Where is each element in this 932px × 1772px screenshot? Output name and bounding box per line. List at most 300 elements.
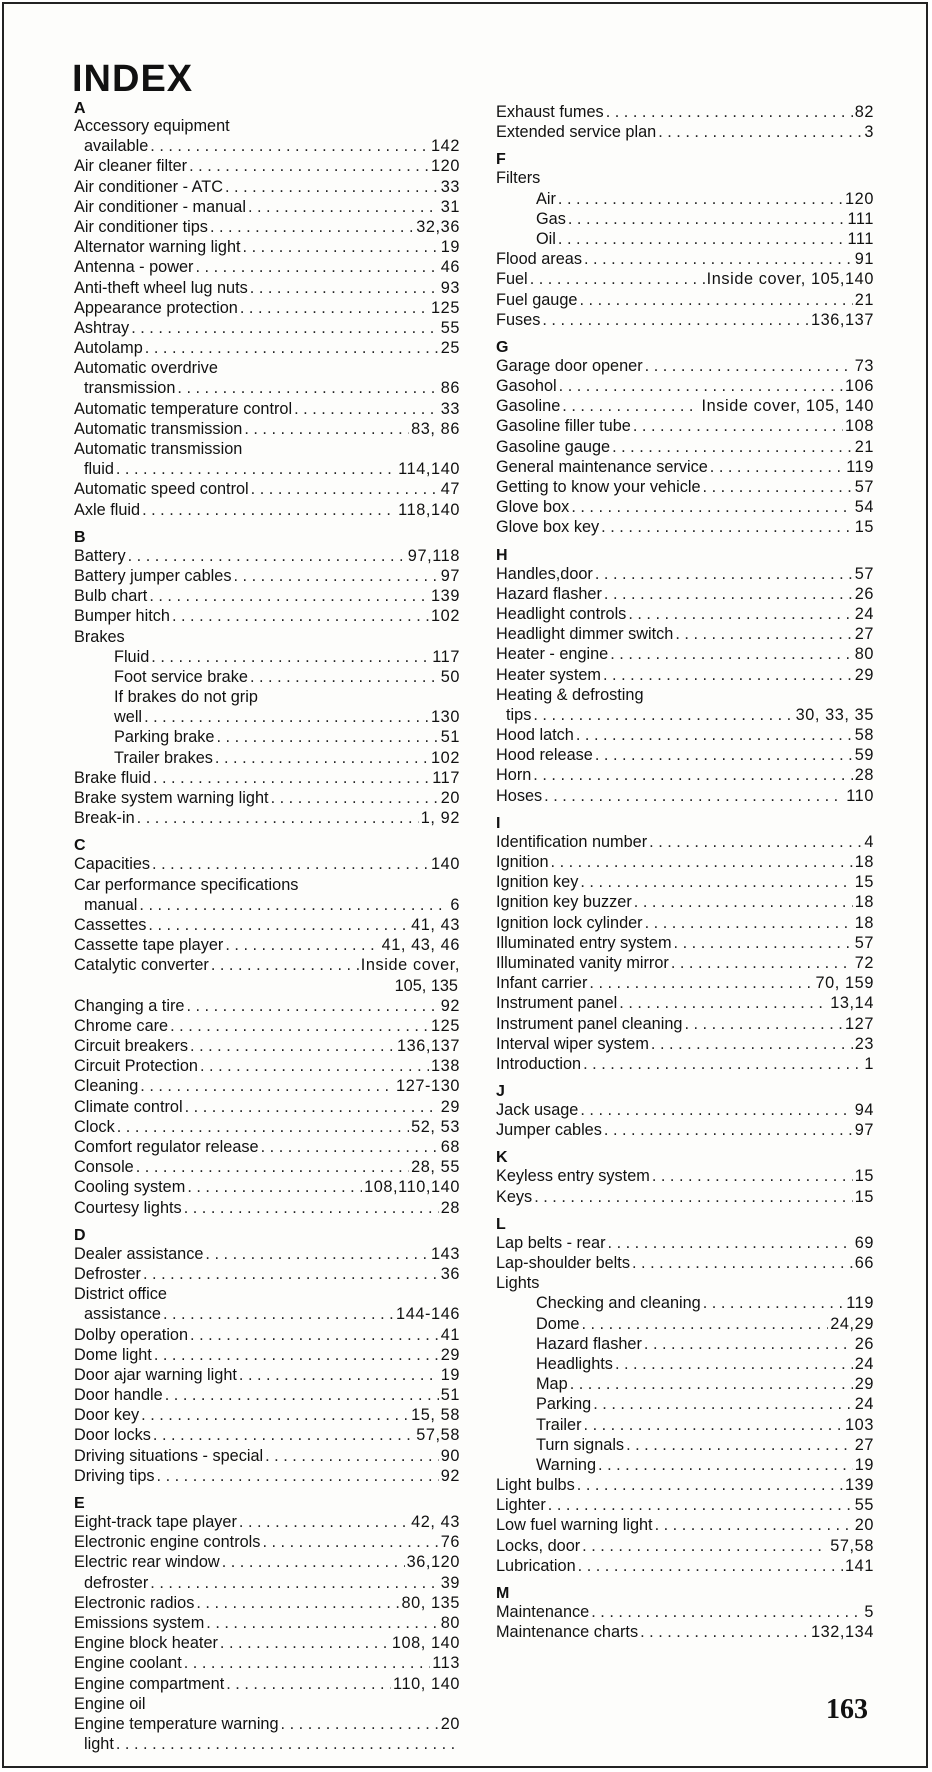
index-entry — [74, 1325, 460, 1345]
index-entry — [496, 872, 874, 892]
index-page-ref: 94 — [854, 1101, 874, 1120]
index-term: Flood areas — [496, 250, 582, 269]
index-term: Cooling system — [74, 1178, 186, 1197]
index-entry — [74, 1304, 460, 1324]
dot-leader — [140, 1076, 394, 1096]
index-term: Map — [536, 1375, 568, 1394]
index-term: Hazard flasher — [496, 584, 602, 603]
dot-leader — [582, 1536, 828, 1556]
index-term: Dome — [536, 1314, 580, 1333]
index-page-ref: 110, 140 — [393, 1674, 460, 1693]
dot-leader — [615, 1354, 853, 1374]
dot-leader — [612, 437, 853, 457]
index-page-ref: 25 — [440, 339, 460, 358]
index-term: Oil — [536, 229, 556, 248]
dot-leader — [628, 604, 852, 624]
index-entry — [74, 1466, 460, 1486]
index-term: Low fuel warning light — [496, 1516, 653, 1535]
index-term: General maintenance service — [496, 457, 708, 476]
dot-leader — [184, 1198, 439, 1218]
index-page-ref: 39 — [440, 1573, 460, 1592]
dot-leader — [244, 419, 409, 439]
dot-leader — [658, 122, 862, 142]
index-term: Battery — [74, 546, 126, 565]
index-entry — [496, 1253, 874, 1273]
index-term: Clock — [74, 1117, 115, 1136]
dot-leader — [145, 338, 439, 358]
index-entry — [74, 1573, 460, 1593]
dot-leader — [619, 993, 828, 1013]
index-letter-h: H — [496, 546, 508, 564]
index-term: Glove box — [496, 498, 570, 517]
index-entry — [496, 1435, 874, 1455]
dot-leader — [595, 745, 853, 765]
index-entry — [74, 1117, 460, 1137]
index-term: Ashtray — [74, 318, 130, 337]
dot-leader — [608, 1233, 853, 1253]
dot-leader — [533, 705, 793, 725]
index-term: Fuses — [496, 310, 541, 329]
dot-leader — [131, 318, 438, 338]
dot-leader — [559, 376, 843, 396]
dot-leader — [117, 1117, 409, 1137]
index-entry — [496, 1334, 874, 1354]
index-term: Automatic transmission — [74, 419, 243, 438]
index-entry — [496, 624, 874, 644]
index-entry — [496, 1100, 874, 1120]
index-page-ref: 15 — [854, 518, 874, 537]
index-entry — [74, 500, 460, 520]
index-term: Hazard flasher — [536, 1334, 642, 1353]
index-entry — [496, 517, 874, 537]
index-entry — [496, 1536, 874, 1556]
index-term: Air conditioner tips — [74, 217, 208, 236]
dot-leader — [163, 1304, 394, 1324]
index-term: Headlight controls — [496, 604, 627, 623]
index-page-ref: 143 — [431, 1244, 460, 1263]
dot-leader — [225, 177, 439, 197]
index-page-ref: 132,134 — [810, 1623, 874, 1642]
index-term: Engine block heater — [74, 1634, 218, 1653]
index-page-ref: 111 — [847, 209, 874, 228]
index-letter-c: C — [74, 837, 86, 855]
index-entry — [496, 1034, 874, 1054]
index-entry — [74, 177, 460, 197]
dot-leader — [240, 298, 429, 318]
dot-leader — [548, 1495, 853, 1515]
index-term: Trailer brakes — [114, 748, 213, 767]
index-entry — [74, 338, 460, 358]
index-page-ref: 42, 43 — [411, 1513, 460, 1531]
index-term: Electronic radios — [74, 1593, 195, 1612]
index-page-ref: 18 — [854, 893, 874, 912]
index-page-ref: 139 — [431, 587, 460, 606]
dot-leader — [542, 310, 809, 330]
index-entry — [74, 1244, 460, 1264]
index-term: Automatic speed control — [74, 480, 249, 499]
dot-leader — [153, 1425, 414, 1445]
index-page-ref: 102 — [431, 607, 460, 626]
dot-leader — [703, 477, 853, 497]
index-term: Climate control — [74, 1097, 183, 1116]
dot-leader — [184, 1653, 431, 1673]
index-entry — [496, 229, 874, 249]
index-term: Getting to know your vehicle — [496, 478, 701, 496]
index-page-ref: 15 — [854, 1187, 874, 1206]
index-entry — [496, 604, 874, 624]
index-entry — [74, 788, 460, 808]
dot-leader — [634, 892, 853, 912]
index-page-ref: 117 — [432, 647, 460, 666]
dot-leader — [251, 479, 439, 499]
index-entry — [74, 1097, 460, 1117]
index-term: Illuminated vanity mirror — [496, 953, 669, 972]
index-entry — [74, 1076, 460, 1096]
index-term: Dealer assistance — [74, 1244, 204, 1263]
dot-leader — [154, 1345, 439, 1365]
index-page-ref: 41, 43, 46 — [381, 936, 460, 955]
dot-leader — [195, 257, 438, 277]
dot-leader — [177, 378, 438, 398]
index-page-ref: 120 — [431, 157, 460, 176]
dot-leader — [186, 996, 438, 1016]
index-entry — [74, 1056, 460, 1076]
index-page-ref: 139 — [845, 1476, 874, 1495]
dot-leader — [674, 933, 853, 953]
index-term: Circuit Protection — [74, 1057, 198, 1076]
index-letter-k: K — [496, 1149, 508, 1167]
index-page-ref: 20 — [440, 789, 460, 807]
index-page-ref: 58 — [854, 726, 874, 745]
index-entry — [496, 786, 874, 806]
index-page-ref: 76 — [440, 1533, 460, 1552]
index-entry — [496, 437, 874, 457]
index-page-ref: 29 — [854, 665, 874, 684]
dot-leader — [632, 1253, 853, 1273]
dot-leader — [239, 1365, 439, 1385]
index-page-ref: 110 — [846, 786, 874, 805]
dot-leader — [703, 1293, 844, 1313]
index-term: Lap belts - rear — [496, 1233, 606, 1252]
dot-leader — [579, 290, 852, 310]
index-term: Maintenance charts — [496, 1623, 639, 1642]
dot-leader — [576, 725, 853, 745]
index-entry — [496, 644, 874, 664]
index-entry — [74, 1405, 460, 1425]
index-entry — [496, 1187, 874, 1207]
dot-leader — [645, 913, 853, 933]
index-page-ref: 29 — [440, 1345, 460, 1364]
index-term: Ignition key buzzer — [496, 893, 632, 912]
index-page-ref: 66 — [854, 1254, 874, 1272]
index-term: Autolamp — [74, 339, 143, 358]
index-page-ref: Inside cover, — [360, 956, 460, 975]
index-entry — [496, 1455, 874, 1475]
index-page-ref: 51 — [440, 728, 460, 747]
index-page-ref: 23 — [854, 1034, 874, 1053]
index-entry — [496, 1233, 874, 1253]
index-term: Catalytic converter — [74, 956, 209, 975]
dot-leader — [137, 808, 419, 828]
index-term: Parking — [536, 1395, 592, 1414]
dot-leader — [222, 1552, 405, 1572]
index-heading: Filters — [496, 169, 541, 188]
index-entry — [74, 378, 460, 398]
index-entry — [74, 667, 460, 687]
index-entry — [74, 1653, 460, 1673]
dot-leader — [568, 209, 846, 229]
index-entry — [496, 1415, 874, 1435]
index-term: Hood latch — [496, 726, 574, 745]
index-entry — [74, 748, 460, 768]
index-term: Light bulbs — [496, 1476, 575, 1495]
index-entry — [496, 457, 874, 477]
index-page-ref: 41, 43 — [411, 915, 460, 934]
index-letter-g: G — [496, 338, 509, 356]
index-term: Headlight dimmer switch — [496, 625, 674, 644]
index-page-ref: 142 — [431, 137, 460, 156]
index-page-ref: 70, 159 — [815, 974, 874, 993]
index-term: Heater - engine — [496, 645, 609, 664]
dot-leader — [187, 1177, 362, 1197]
dot-leader — [644, 1334, 853, 1354]
index-entry — [74, 935, 460, 955]
dot-leader — [603, 665, 853, 685]
index-page-ref: 26 — [854, 584, 874, 603]
dot-leader — [544, 786, 844, 806]
index-page-ref: 15 — [854, 1167, 874, 1186]
index-entry — [496, 705, 874, 725]
index-letter-m: M — [496, 1585, 510, 1602]
dot-leader — [151, 647, 430, 667]
index-term: Checking and cleaning — [536, 1294, 701, 1313]
dot-leader — [190, 1036, 395, 1056]
index-heading: Brakes — [74, 627, 125, 646]
index-entry — [496, 376, 874, 396]
index-term: Air conditioner - ATC — [74, 177, 223, 196]
dot-leader — [143, 1264, 439, 1284]
index-letter-d: D — [74, 1226, 86, 1244]
index-entry — [496, 477, 874, 497]
index-page-ref: 68 — [440, 1138, 460, 1156]
index-heading: Automatic overdrive — [74, 359, 218, 378]
dot-leader — [215, 748, 429, 768]
index-page-ref: 97 — [854, 1121, 874, 1140]
index-term: Door ajar warning light — [74, 1365, 237, 1384]
index-entry — [496, 249, 874, 269]
index-term: defroster — [84, 1573, 149, 1592]
index-term: Automatic temperature control — [74, 399, 293, 418]
dot-leader — [610, 644, 852, 664]
index-page-ref: 28 — [440, 1198, 460, 1217]
dot-leader — [142, 500, 396, 520]
index-page-ref: 103 — [845, 1415, 874, 1434]
index-entry — [496, 1374, 874, 1394]
index-entry — [74, 257, 460, 277]
index-page-ref: 108, 140 — [391, 1634, 460, 1653]
index-entry — [74, 808, 460, 828]
index-page-ref: 119 — [846, 1294, 874, 1313]
index-entry — [74, 1613, 460, 1633]
index-entry — [74, 197, 460, 217]
index-entry — [74, 915, 460, 935]
index-entry — [74, 399, 460, 419]
index-page-ref: 108 — [845, 417, 874, 436]
index-page-ref: 6 — [450, 895, 460, 914]
index-term: Horn — [496, 766, 532, 785]
index-entry — [496, 665, 874, 685]
index-page-ref: 136,137 — [396, 1037, 460, 1056]
index-heading: District office — [74, 1285, 167, 1304]
index-term: Jumper cables — [496, 1121, 602, 1140]
dot-leader — [577, 1475, 843, 1495]
index-entry — [74, 546, 460, 566]
dot-leader — [551, 852, 853, 872]
dot-leader — [150, 136, 429, 156]
index-term: Bumper hitch — [74, 607, 170, 626]
dot-leader — [584, 1415, 844, 1435]
index-page-ref: 19 — [440, 238, 460, 257]
index-entry — [496, 310, 874, 330]
index-term: Door locks — [74, 1426, 151, 1445]
index-page-ref: 5 — [864, 1603, 874, 1621]
dot-leader — [655, 1515, 853, 1535]
index-letter-e: E — [74, 1495, 85, 1512]
index-entry — [74, 1198, 460, 1218]
index-page-ref: 91 — [854, 250, 874, 269]
index-term: Console — [74, 1158, 134, 1177]
index-term: tips — [506, 705, 532, 724]
index-page-ref: 97,118 — [407, 546, 460, 565]
dot-leader — [533, 765, 852, 785]
index-page-ref: 13,14 — [830, 994, 874, 1013]
index-entry — [496, 1394, 874, 1414]
dot-leader — [210, 217, 414, 237]
index-page-ref: 29 — [440, 1097, 460, 1116]
index-page-ref: 18 — [854, 853, 874, 871]
dot-leader — [144, 707, 429, 727]
dot-leader — [239, 1512, 409, 1532]
index-entry — [496, 892, 874, 912]
index-term: Electric rear window — [74, 1553, 220, 1572]
dot-leader — [589, 973, 813, 993]
index-entry — [74, 1593, 460, 1613]
index-page-ref: 57,58 — [416, 1426, 460, 1445]
index-term: Illuminated entry system — [496, 933, 672, 952]
dot-leader — [190, 1325, 439, 1345]
index-term: Gasoline gauge — [496, 437, 611, 456]
index-page-ref: 27 — [854, 625, 874, 644]
index-term: Gasohol — [496, 377, 557, 396]
index-entry — [74, 707, 460, 727]
index-term: transmission — [84, 379, 176, 398]
index-letter-j: J — [496, 1083, 505, 1101]
index-page-ref: 127 — [845, 1014, 874, 1033]
index-page-ref: 51 — [440, 1386, 460, 1405]
index-page-ref: 57 — [854, 478, 874, 496]
index-page-ref: 18 — [854, 913, 874, 932]
index-entry — [74, 1674, 460, 1694]
index-page-ref: 55 — [440, 318, 460, 337]
index-term: Bulb chart — [74, 587, 148, 606]
index-page-ref: 93 — [440, 278, 460, 297]
index-term: Fuel — [496, 270, 528, 289]
dot-leader — [220, 1633, 390, 1653]
index-entry — [496, 1556, 874, 1576]
index-term: Garage door opener — [496, 356, 643, 375]
index-page-ref: 80 — [854, 645, 874, 664]
index-page-ref: 21 — [854, 290, 874, 309]
index-page-ref: 19 — [854, 1455, 874, 1474]
index-term: Emissions system — [74, 1613, 205, 1632]
index-page-ref: 106 — [845, 377, 874, 396]
index-term: Door handle — [74, 1386, 163, 1405]
dot-leader — [157, 1466, 439, 1486]
index-page-ref: 32,36 — [416, 217, 460, 236]
index-column-left — [74, 102, 460, 1754]
index-entry — [74, 1157, 460, 1177]
index-term: Heater system — [496, 665, 601, 684]
index-page-ref: 69 — [854, 1233, 874, 1252]
index-page-ref: 86 — [440, 379, 460, 398]
index-term: Antenna - power — [74, 258, 194, 277]
dot-leader — [294, 399, 439, 419]
dot-leader — [170, 1016, 429, 1036]
index-entry — [496, 745, 874, 765]
index-term: Brake fluid — [74, 768, 151, 787]
index-term: Air cleaner filter — [74, 157, 188, 176]
index-entry — [74, 955, 460, 975]
dot-leader — [149, 586, 429, 606]
index-page-ref: 119 — [846, 457, 874, 476]
index-page-ref: 36,120 — [406, 1553, 460, 1572]
index-entry — [496, 1293, 874, 1313]
index-term: Glove box key — [496, 518, 600, 537]
index-page-ref: 24 — [854, 1395, 874, 1414]
dot-leader — [250, 278, 439, 298]
index-entry — [496, 1475, 874, 1495]
index-entry — [74, 1425, 460, 1445]
index-entry — [496, 1515, 874, 1535]
index-page-ref: 113 — [432, 1654, 460, 1673]
index-term: Air — [536, 189, 556, 208]
dot-leader — [570, 1374, 853, 1394]
index-heading: Heating & defrosting — [496, 685, 644, 704]
dot-leader — [206, 1613, 438, 1633]
index-term: Fuel gauge — [496, 290, 578, 309]
index-term: assistance — [84, 1305, 161, 1324]
index-page-ref: 29 — [854, 1375, 874, 1394]
index-entry — [496, 1602, 874, 1622]
index-term: Trailer — [536, 1415, 582, 1434]
index-entry — [74, 217, 460, 237]
index-page-ref: 136,137 — [810, 310, 874, 329]
index-term: Ignition key — [496, 873, 579, 892]
index-entry — [496, 1014, 874, 1034]
index-page-ref: 111 — [847, 229, 874, 248]
index-page-ref: 108,110,140 — [364, 1178, 460, 1197]
page-number: 163 — [826, 1694, 868, 1725]
dot-leader — [651, 1034, 853, 1054]
page-frame — [2, 2, 928, 1768]
dot-leader — [128, 546, 406, 566]
dot-leader — [710, 457, 844, 477]
index-entry — [496, 497, 874, 517]
index-entry — [74, 1532, 460, 1552]
dot-leader — [165, 1385, 439, 1405]
index-term: Driving situations - special — [74, 1446, 264, 1465]
dot-leader — [148, 915, 409, 935]
